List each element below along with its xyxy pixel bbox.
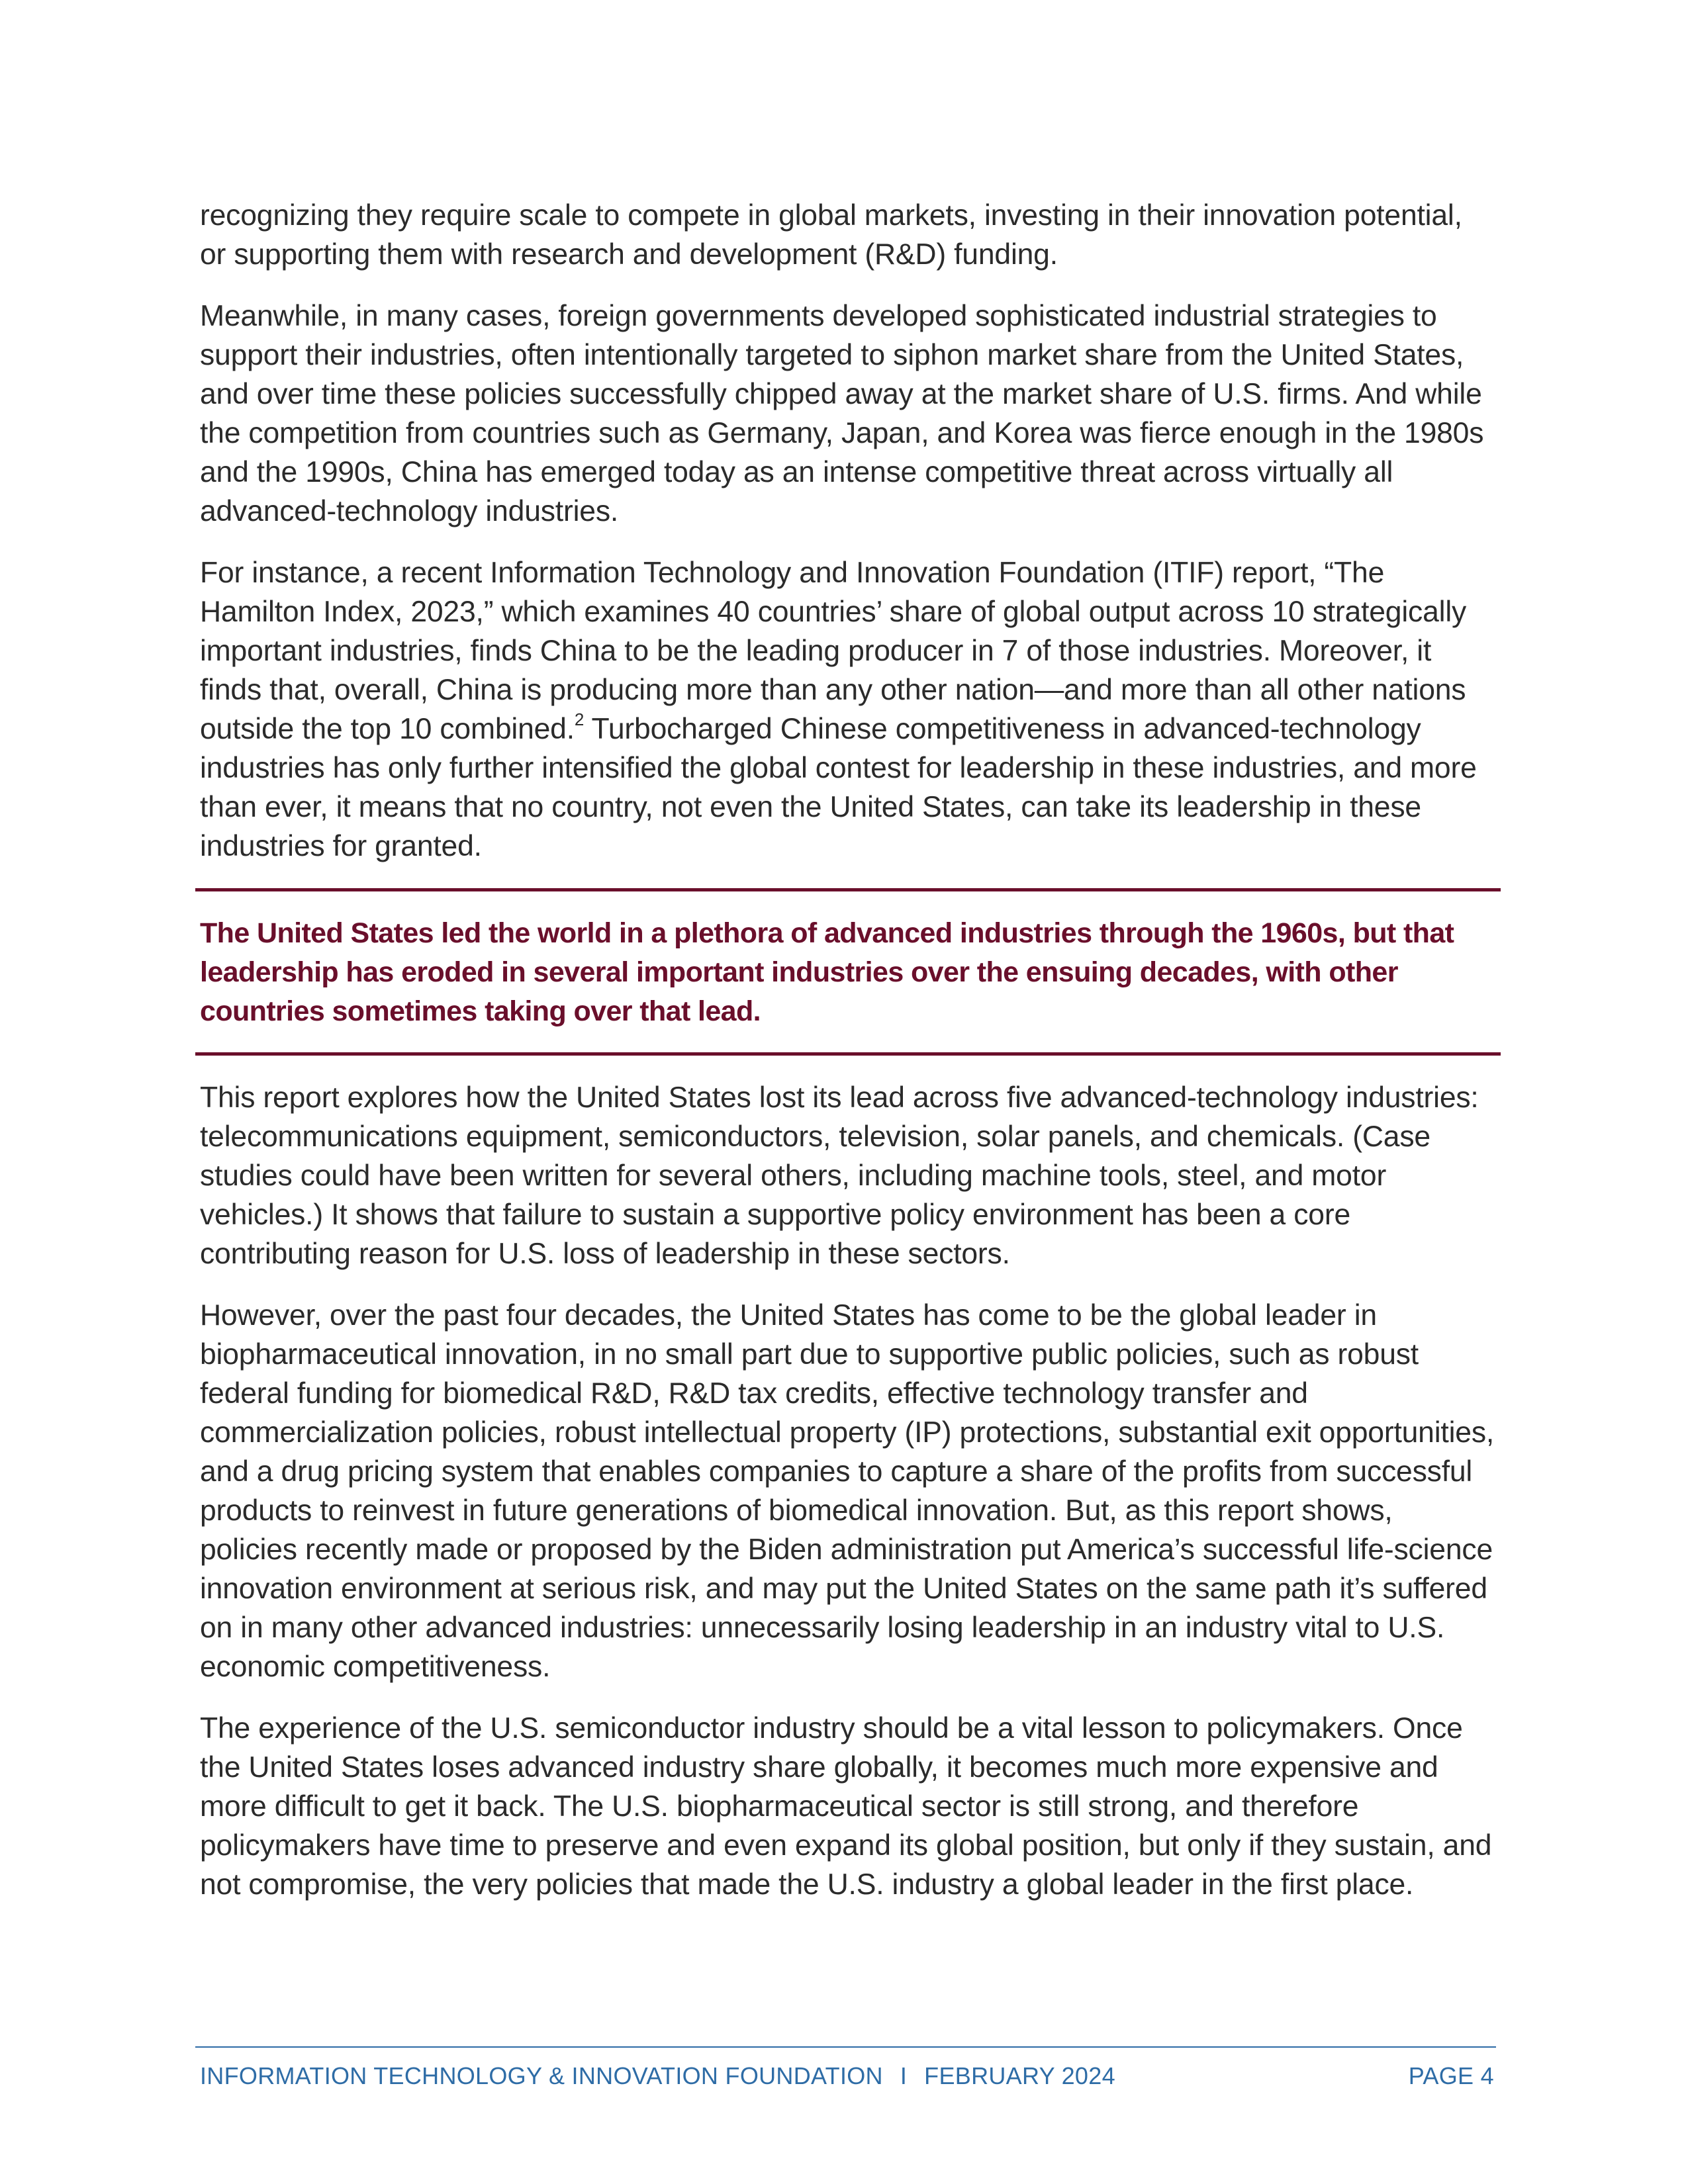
pull-quote-callout — [195, 888, 1501, 1056]
paragraph-3 — [200, 553, 1496, 866]
paragraph-3-text-after: Turbocharged Chinese competitiveness in advanced-technology industries has only further intensified the global contest for leadership in these industries, and more than ever, it means that no country, not even the United States, can take its leadership in these industries for granted. — [200, 713, 1477, 862]
footer-separator: I — [900, 2062, 908, 2089]
paragraph-2: Meanwhile, in many cases, foreign governments developed sophisticated industrial strategies to support their industries, often intentionally targeted to siphon market share from the United States, and over time these policies successfully chipped away at the market share of U.S. firms. And while the competition from countries such as Germany, Japan, and Korea was fierce enough in the 1980s and the 1990s, China has emerged today as an intense competitive threat across virtually all advanced-technology industries. — [200, 300, 1484, 527]
page-number: PAGE 4 — [1408, 2062, 1494, 2089]
footer-divider — [195, 2046, 1496, 2048]
footer-organization: INFORMATION TECHNOLOGY & INNOVATION FOUNDATION — [200, 2062, 883, 2089]
footer-date: FEBRUARY 2024 — [924, 2062, 1115, 2089]
paragraph-3-text-before: For instance, a recent Information Technology and Innovation Foundation (ITIF) report, “The Hamilton Index, 2023,” which examines 40 countries’ share of global output across 10 strategically important industries, finds China to be the leading producer in 7 of those industries. Moreover, it finds that, overall, China is producing more than any other nation—and more than all other nations outside the top 10 combined. — [200, 557, 1467, 745]
footnote-reference-2[interactable]: 2 — [574, 709, 585, 730]
footer-left — [200, 2060, 1115, 2093]
pull-quote-text: The United States led the world in a plethora of advanced industries through the 1960s, but that leadership has eroded in several important industries over the ensuing decades, with other countries sometimes taking over that lead. — [200, 917, 1454, 1027]
paragraph-1: recognizing they require scale to compete in global markets, investing in their innovation potential, or supporting them with research and development (R&D) funding. — [200, 199, 1462, 271]
paragraph-6: The experience of the U.S. semiconductor industry should be a vital lesson to policymakers. Once the United States loses advanced industry share globally, it becomes much more expensive and more difficult to get it back. The U.S. biopharmaceutical sector is still strong, and therefore policymakers have time to preserve and even expand its global position, but only if they sustain, and not compromise, the very policies that made the U.S. industry a global leader in the first place. — [200, 1712, 1492, 1901]
report-body — [200, 196, 1496, 1927]
page-footer — [200, 2060, 1494, 2093]
paragraph-4: This report explores how the United States lost its lead across five advanced-technology industries: telecommunications equipment, semiconductors, television, solar panels, and chemicals. (Case studies could have been written for several others, including machine tools, steel, and motor vehicles.) It shows that failure to sustain a supportive policy environment has been a core contributing reason for U.S. loss of leadership in these sectors. — [200, 1081, 1479, 1270]
paragraph-5: However, over the past four decades, the United States has come to be the global leader in biopharmaceutical innovation, in no small part due to supportive public policies, such as robust federal funding for biomedical R&D, R&D tax credits, effective technology transfer and commercialization policies, robust intellectual property (IP) protections, substantial exit opportunities, and a drug pricing system that enables companies to capture a share of the profits from successful products to reinvest in future generations of biomedical innovation. But, as this report shows, policies recently made or proposed by the Biden administration put America’s successful life-science innovation environment at serious risk, and may put the United States on the same path it’s suffered on in many other advanced industries: unnecessarily losing leadership in an industry vital to U.S. economic competitiveness. — [200, 1299, 1495, 1683]
